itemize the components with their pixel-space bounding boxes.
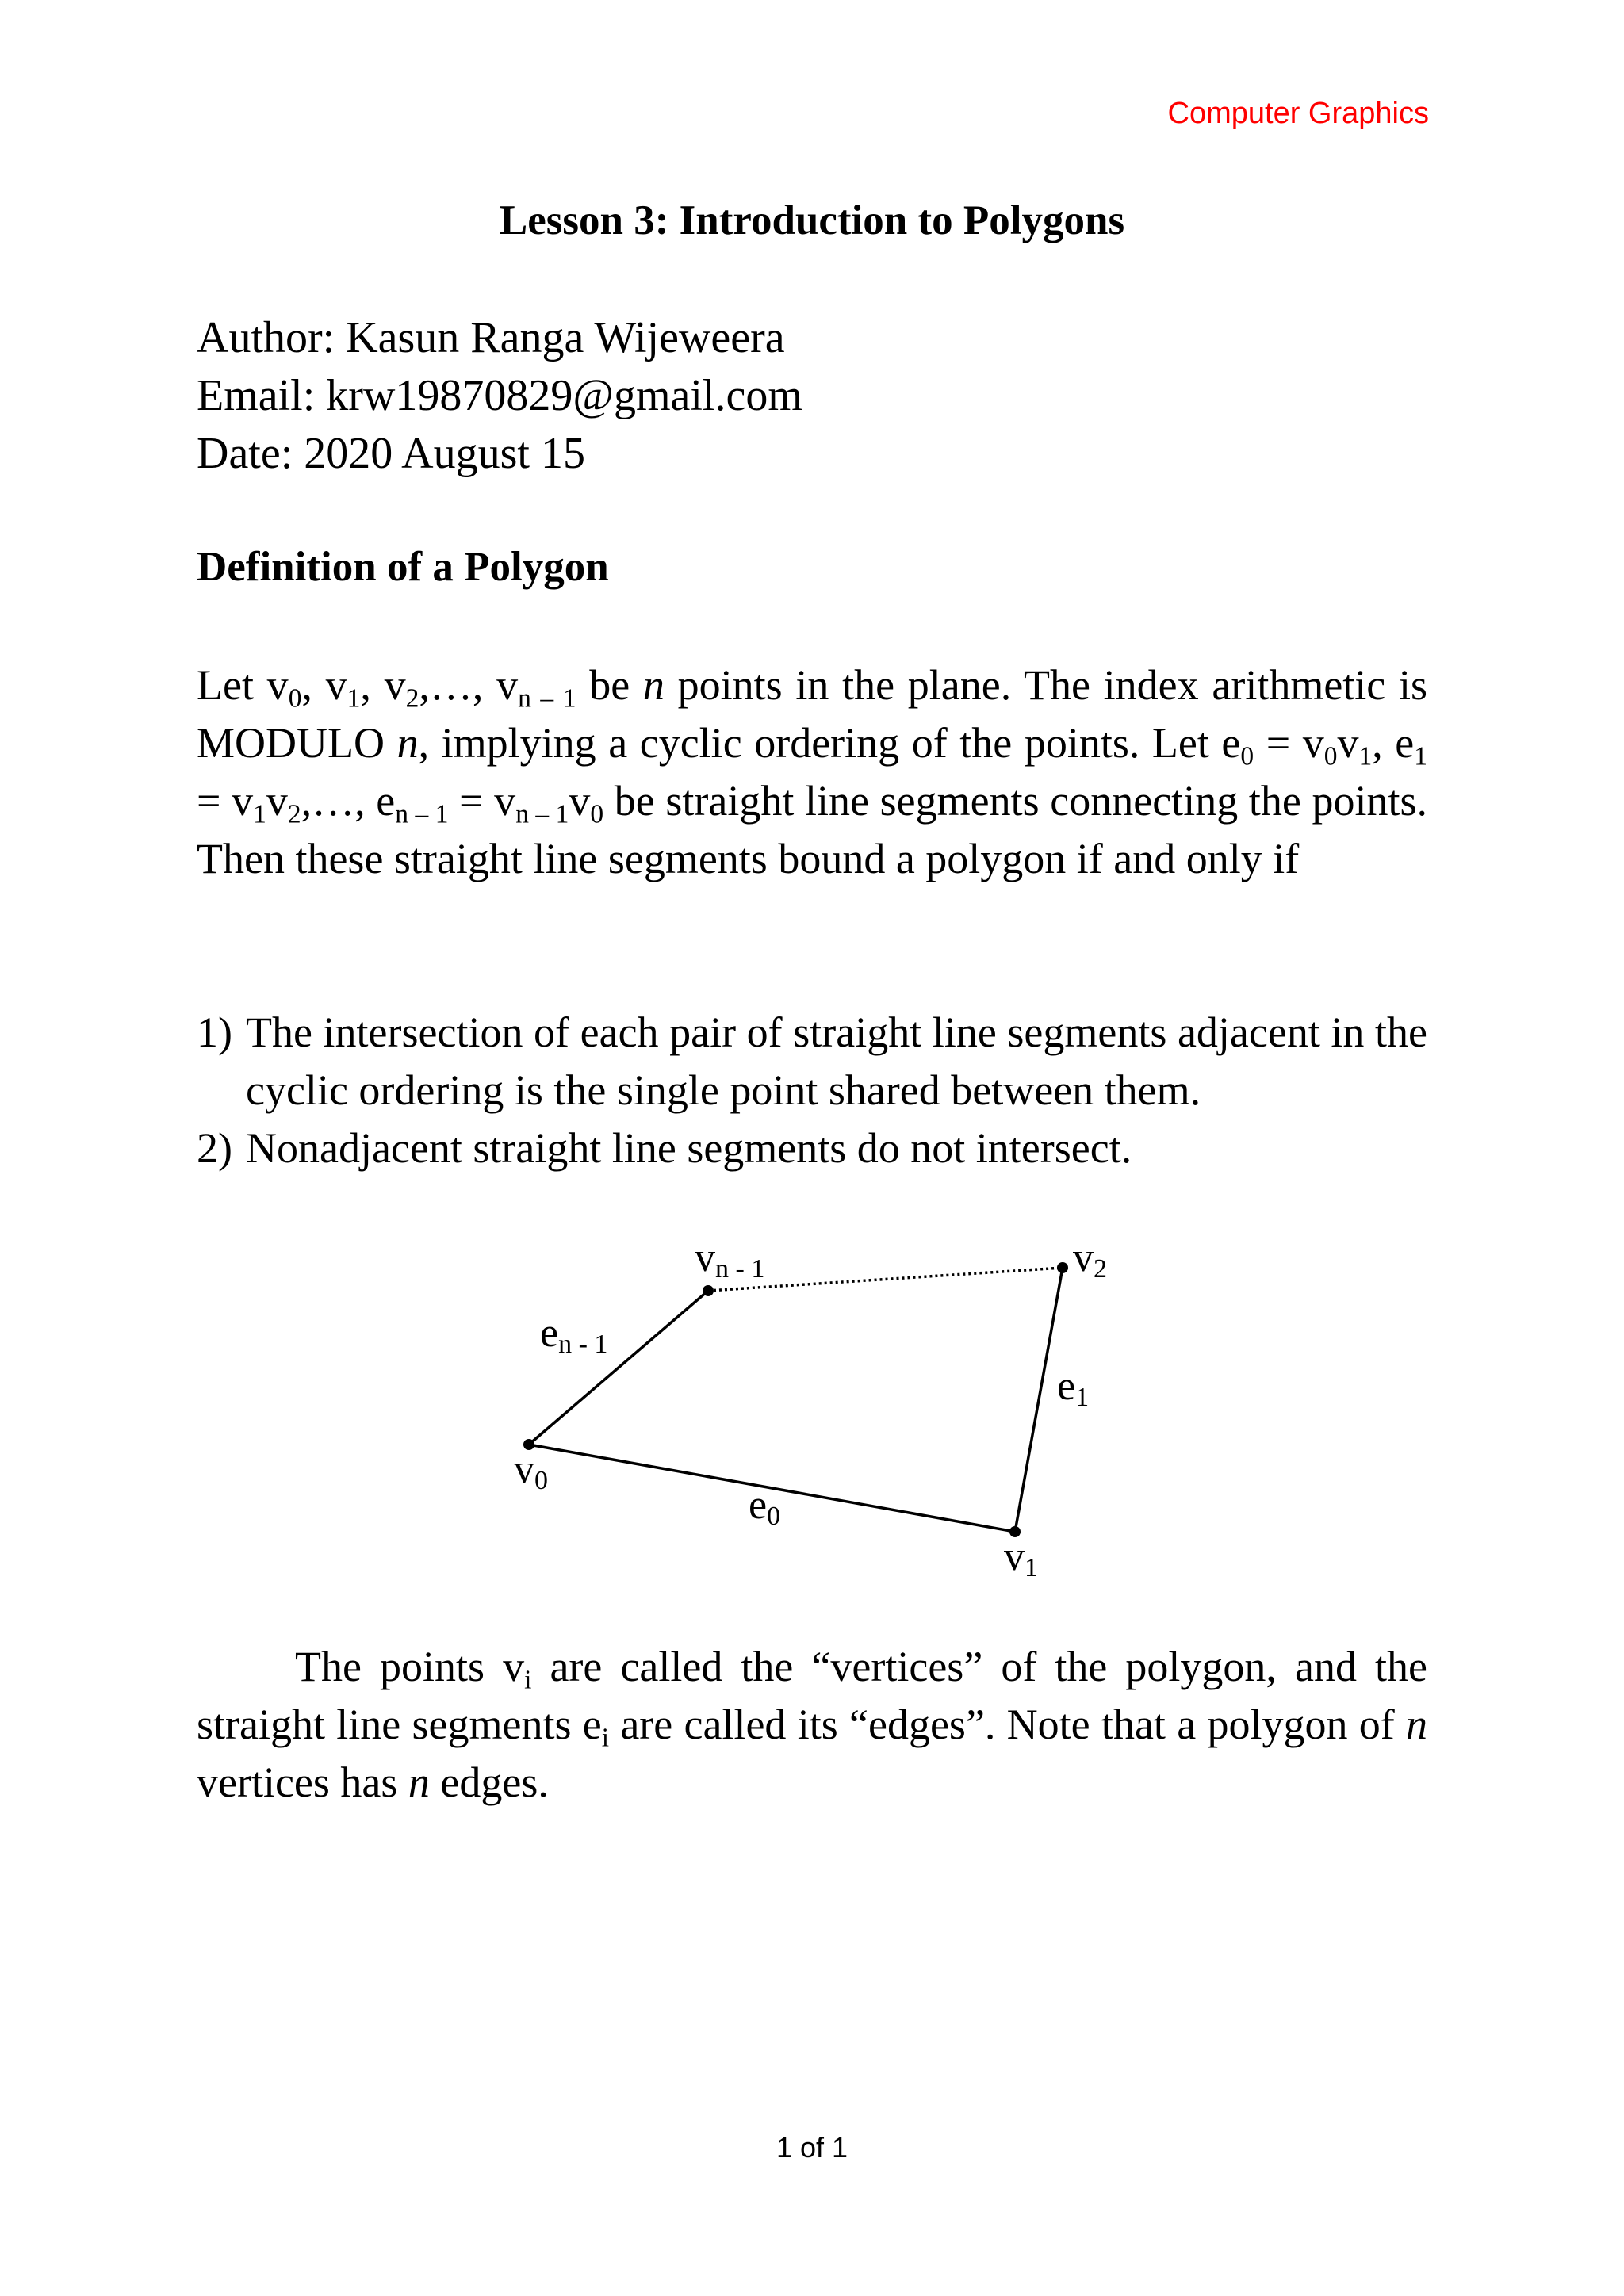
page-title: Lesson 3: Introduction to Polygons	[499, 197, 1125, 243]
label-e1: e1	[1057, 1364, 1090, 1412]
page-number: 1 of 1	[776, 2131, 848, 2164]
email-line: Email: krw19870829@gmail.com	[197, 371, 802, 420]
list-text: The intersection of each pair of straight line segments adjacent in the cyclic ordering is the single point shared between them.	[246, 1008, 1427, 1114]
edge-e1	[1015, 1268, 1063, 1532]
label-v0: v0	[514, 1447, 548, 1495]
label-e0: e0	[749, 1483, 781, 1531]
author-line: Author: Kasun Ranga Wijeweera	[197, 313, 785, 362]
list-number: 1)	[197, 1008, 232, 1056]
date-line: Date: 2020 August 15	[197, 429, 585, 478]
list-number: 2)	[197, 1124, 232, 1172]
closing-paragraph: The points $v_i$ are called the “vertices” of the polygon, and the straight line segments $e_i$ are called its “edges”. Note that a polygon of n vertices has n edges.	[197, 1643, 1427, 1806]
vertex-vn1	[703, 1285, 714, 1296]
label-v1: v1	[1004, 1534, 1038, 1582]
section-heading: Definition of a Polygon	[197, 544, 609, 590]
list-item	[197, 1004, 1427, 1119]
label-v2: v2	[1073, 1235, 1107, 1284]
author-info	[197, 309, 802, 483]
list-item	[197, 1119, 1427, 1177]
list-text: Nonadjacent straight line segments do not intersect.	[246, 1124, 1132, 1172]
polygon-diagram	[0, 1221, 1624, 1586]
conditions-list	[197, 1004, 1427, 1177]
label-en1: en - 1	[540, 1311, 608, 1359]
course-header: Computer Graphics	[1167, 97, 1429, 130]
label-vn1: vn - 1	[695, 1235, 765, 1284]
definition-paragraph: Let $v_0$, $v_1$, $v_2,\dots$, $v_{n - 1}$ be n points in the plane. The index arithmetic is MODULO n, implying a cyclic ordering of the points. Let $e_0 = v_0v_1$, $e_1$ = $v_1v_2,\dots$, $e_{n - 1} = v_{n - 1}v_0$ be straight line segments connecting the points. Then these straight line segments bound a polygon if and only if	[197, 661, 1428, 882]
vertex-v2	[1057, 1262, 1068, 1273]
